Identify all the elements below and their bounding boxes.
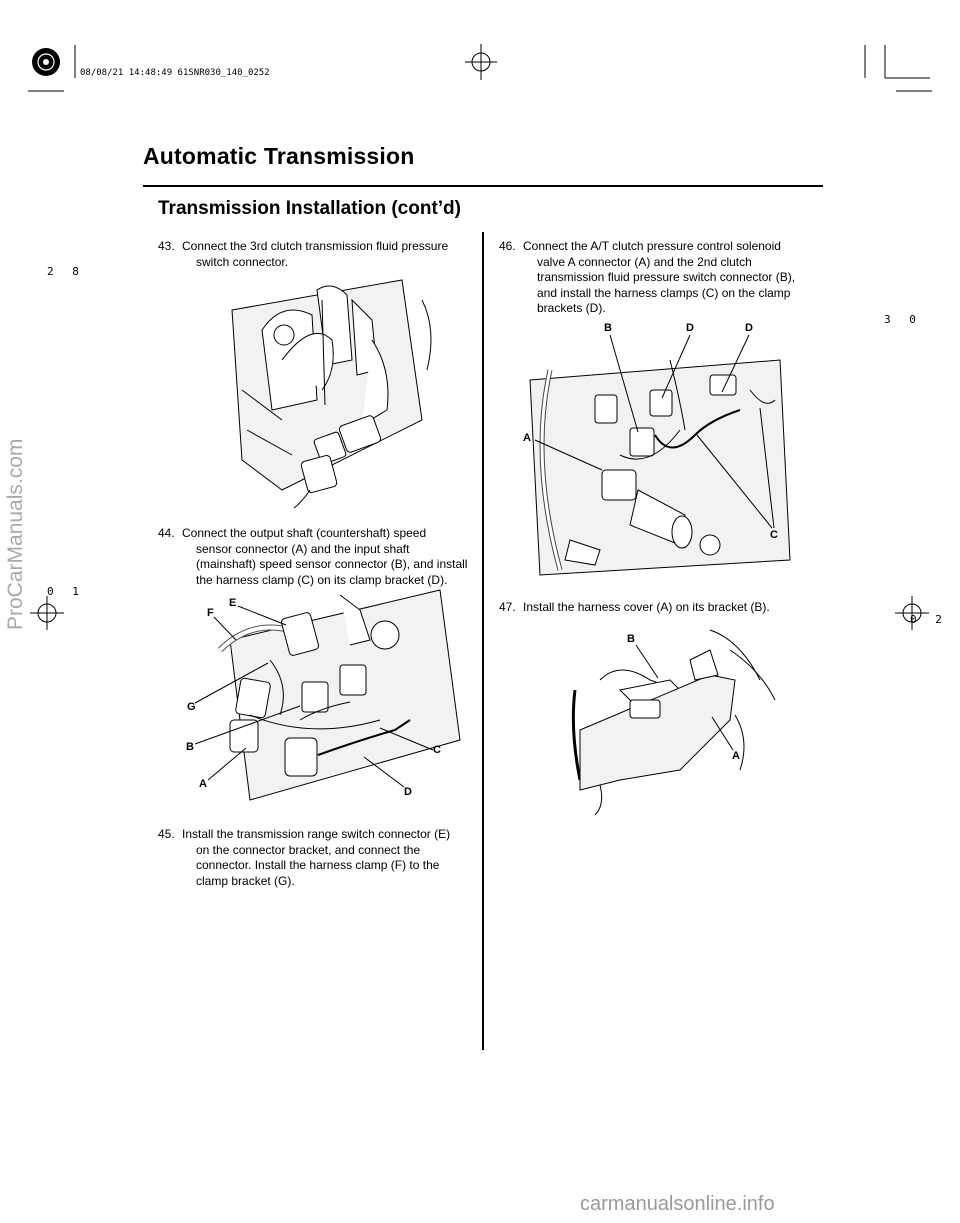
print-stamp: 08/08/21 14:48:49 61SNR030_140_0252 [80, 68, 270, 78]
step-text-line: (mainshaft) speed sensor connector (B), and install [196, 557, 468, 571]
callout-d: D [404, 786, 412, 798]
step-text-line: transmission fluid pressure switch connector (B), [537, 270, 796, 284]
step-number: 43. [158, 239, 175, 253]
page-marker-right-top: 3 0 [884, 313, 922, 326]
step-text-line: on the connector bracket, and connect the [196, 842, 421, 857]
page-title: Automatic Transmission [143, 143, 415, 169]
callout-f: F [207, 607, 214, 619]
step-number: 47. [499, 600, 516, 614]
callout-c: C [433, 744, 441, 756]
callout-g: G [187, 701, 196, 713]
callout-d: D [745, 322, 753, 334]
section-subtitle: Transmission Installation (cont’d) [158, 198, 461, 219]
callout-c: C [770, 529, 778, 541]
step-number: 44. [158, 526, 175, 540]
step-text-line: and install the harness clamps (C) on the clamp [537, 285, 791, 300]
callout-a: A [199, 778, 207, 790]
step-text-line: Install the transmission range switch connector (E) [182, 827, 451, 841]
step-number: 45. [158, 827, 175, 841]
step-text-line: switch connector. [196, 254, 289, 269]
step-text-line: brackets (D). [537, 301, 606, 315]
step-text-line: the harness clamp (C) on its clamp bracket (D). [196, 572, 448, 587]
step-text-line: Connect the 3rd clutch transmission fluid pressure [182, 239, 449, 253]
step-number: 46. [499, 239, 516, 253]
side-watermark: ProCarManuals.com [4, 438, 27, 630]
footer-watermark: carmanualsonline.info [580, 1193, 775, 1215]
callout-d: D [686, 322, 694, 334]
step-text-line: Connect the A/T clutch pressure control solenoid [523, 239, 781, 253]
step-text-line: connector. Install the harness clamp (F) to the [196, 858, 440, 872]
callout-a: A [732, 750, 740, 762]
step-text-line: clamp bracket (G). [196, 873, 295, 888]
step-text-line: Install the harness cover (A) on its bracket (B). [523, 600, 770, 614]
page-marker-right-bottom: 0 2 [910, 613, 948, 626]
callout-b: B [627, 633, 635, 645]
callout-e: E [229, 597, 237, 609]
callout-b: B [186, 741, 194, 753]
callout-b: B [604, 322, 612, 334]
page-marker-left-bottom: 0 1 [47, 585, 85, 598]
callout-a: A [523, 432, 531, 444]
step-text-line: valve A connector (A) and the 2nd clutch [537, 254, 752, 269]
page-marker-left-top: 2 8 [47, 265, 85, 278]
step-text-line: Connect the output shaft (countershaft) speed [182, 526, 427, 540]
step-text-line: sensor connector (A) and the input shaft [196, 541, 410, 556]
